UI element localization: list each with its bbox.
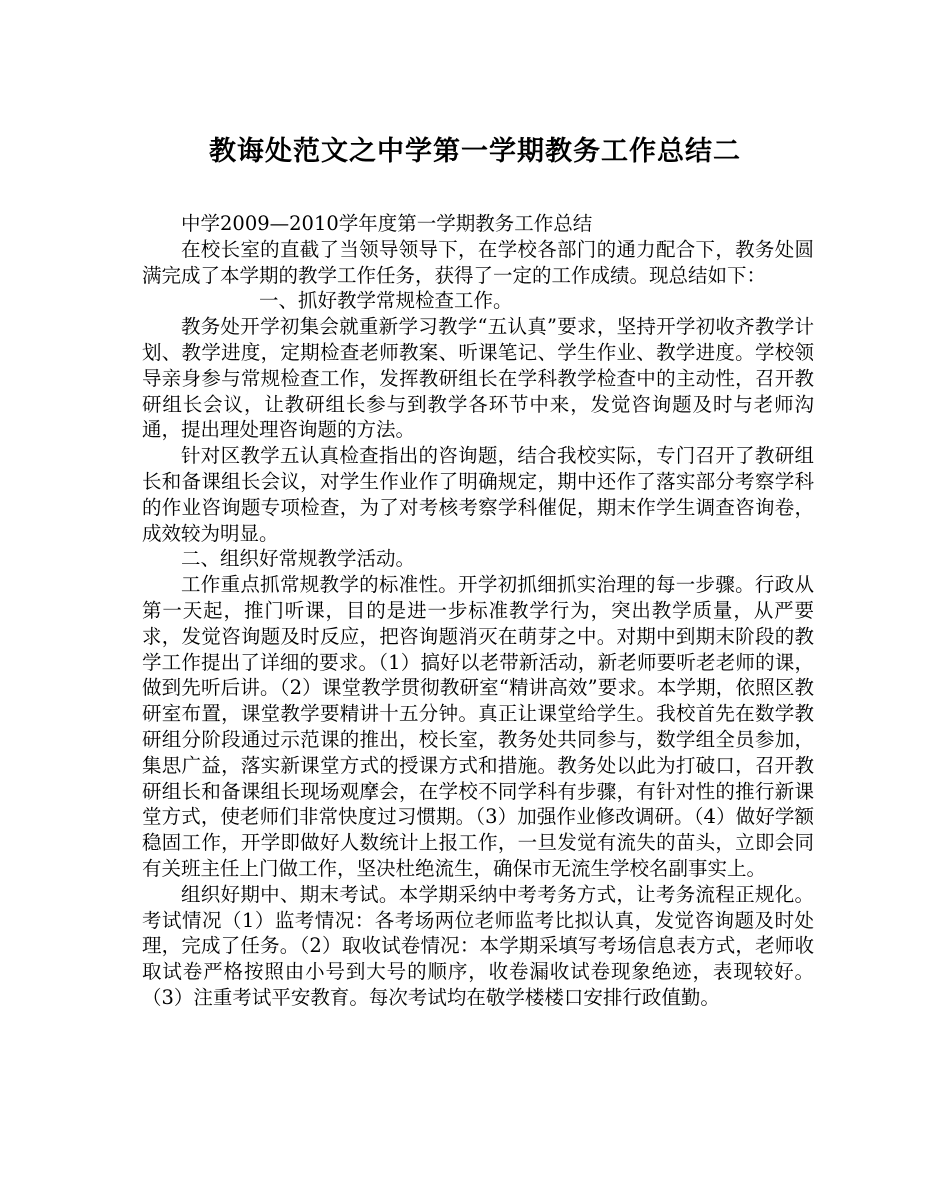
subtitle-paragraph: 中学2009—2010学年度第一学期教务工作总结 — [181, 212, 593, 235]
document-title: 教诲处范文之中学第一学期教务工作总结二 — [209, 136, 741, 167]
body-paragraph: 教务处开学初集会就重新学习教学“五认真”要求，坚持开学初收齐教学计划、教学进度，定期检查老师教案、听课笔记、学生作业、教学进度。学校领导亲身参与常规检查工作，发挥教研组长在学科教学检查中的主动性，召开教研组长会议，让教研组长参与到教学各环节中来，发觉咨询题及时与老师沟通，提出理处理咨询题的方法。 — [142, 315, 814, 442]
section-heading-1: 一、抓好教学常规检查工作。 — [259, 289, 513, 313]
section-heading-2: 二、组织好常规教学活动。 — [181, 547, 416, 571]
body-paragraph: 工作重点抓常规教学的标准性。开学初抓细抓实治理的每一步骤。行政从第一天起，推门听课，目的是进一步标准教学行为，突出教学质量，从严要求，发觉咨询题及时反应，把咨询题消灭在萌芽之中。对期中到期末阶段的教学工作提出了详细的要求。（1）搞好以老带新活动，新老师要听老老师的课，做到先听后讲。（2）课堂教学贯彻教研室“精讲高效”要求。本学期，依照区教研室布置，课堂教学要精讲十五分钟。真正让课堂给学生。我校首先在数学教研组分阶段通过示范课的推出，校长室，教务处共同参与，数学组全员参加，集思广益，落实新课堂方式的授课方式和措施。教务处以此为打破口，召开教研组长和备课组长现场观摩会，在学校不同学科有步骤，有针对性的推行新课堂方式，使老师们非常快度过习惯期。（3）加强作业修改调研。（4）做好学额稳固工作，开学即做好人数统计上报工作，一旦发觉有流失的苗头，立即会同有关班主任上门做工作，坚决杜绝流生，确保市无流生学校名副事实上。 — [142, 573, 814, 880]
body-paragraph: 针对区教学五认真检查指出的咨询题，结合我校实际，专门召开了教研组长和备课组长会议，对学生作业作了明确规定，期中还作了落实部分考察学科的作业咨询题专项检查，为了对考核考察学科催促，期末作学生调查咨询卷，成效较为明显。 — [142, 444, 814, 545]
body-paragraph: 组织好期中、期末考试。本学期采纳中考考务方式，让考务流程正规化。考试情况（1）监考情况：各考场两位老师监考比拟认真，发觉咨询题及时处理，完成了任务。（2）取收试卷情况：本学期采填写考场信息表方式，老师收取试卷严格按照由小号到大号的顺序，收卷漏收试卷现象绝迹，表现较好。（3）注重考试平安教育。每次考试均在敬学楼楼口安排行政值勤。 — [142, 882, 814, 1009]
intro-paragraph: 在校长室的直截了当领导领导下，在学校各部门的通力配合下，教务处圆满完成了本学期的教学工作任务，获得了一定的工作成绩。现总结如下： — [142, 237, 814, 287]
document-body — [142, 211, 814, 1011]
